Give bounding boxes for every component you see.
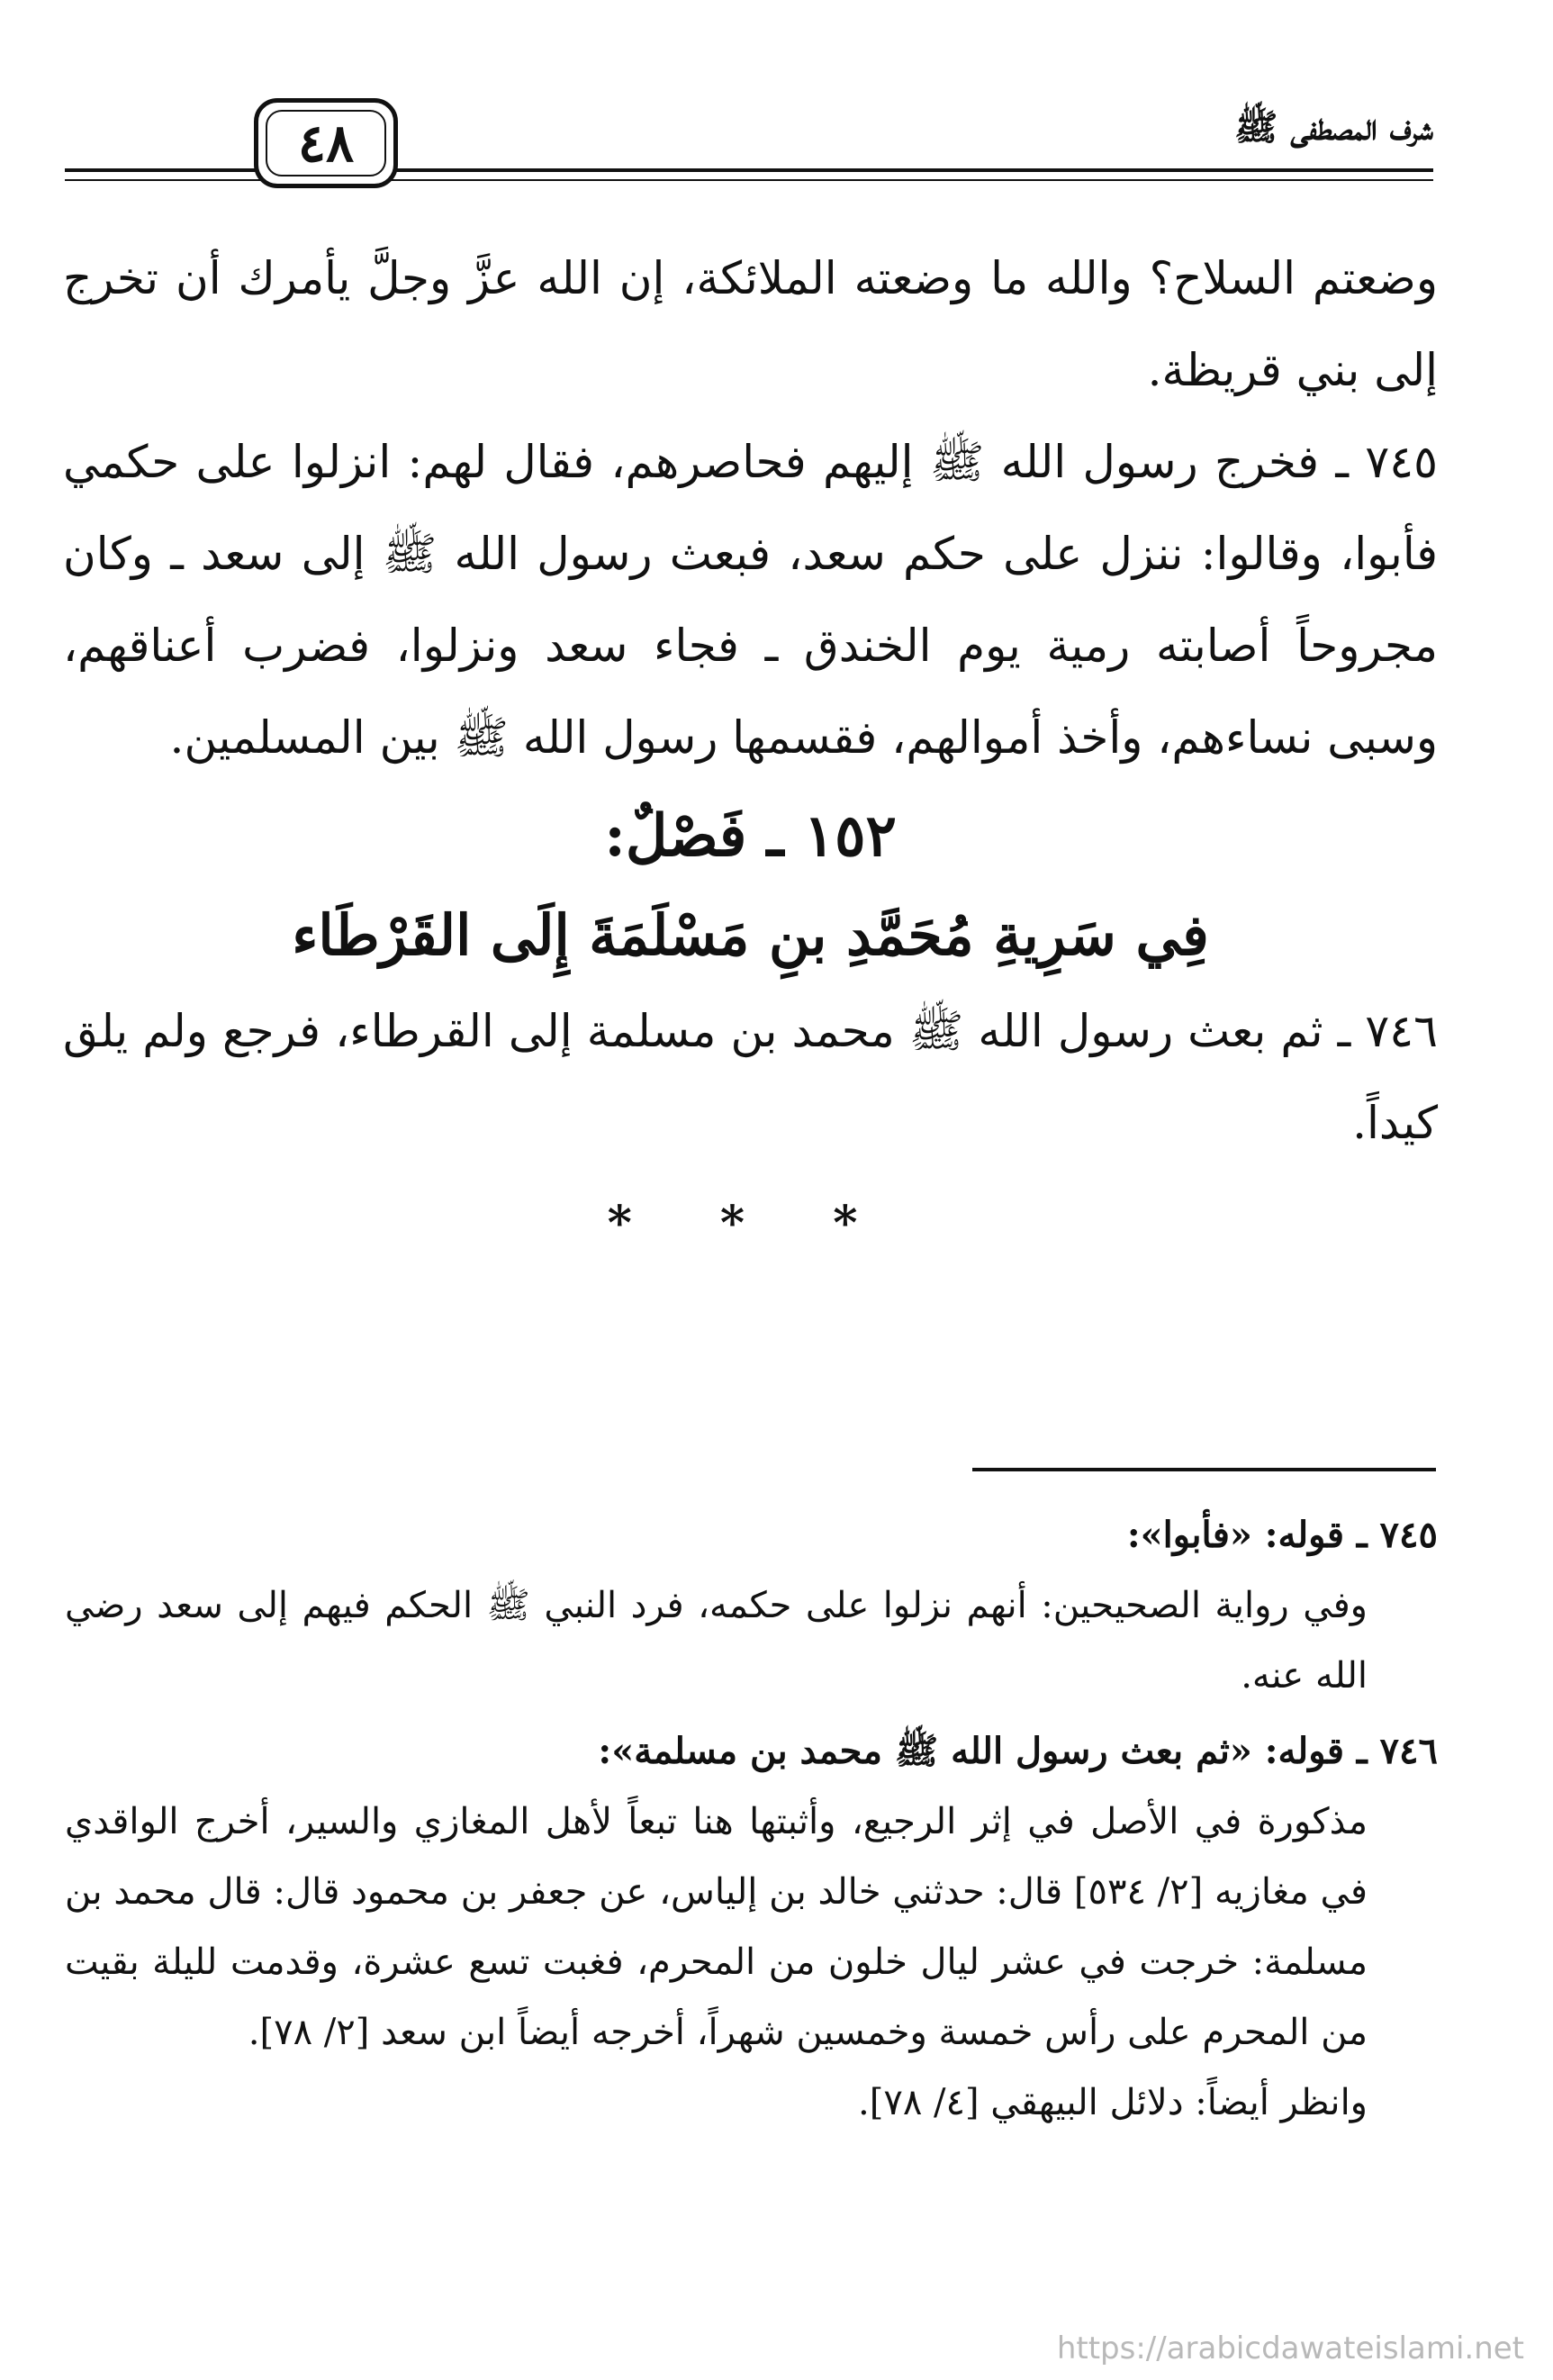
section-separator: * * * bbox=[607, 1196, 894, 1251]
section-title: فِي سَرِيةِ مُحَمَّدِ بنِ مَسْلَمَةَ إِلَى القَرْطَاء bbox=[292, 902, 1209, 968]
footnote-746-reference: وانظر أيضاً: دلائل البيهقي [٤/ ٧٨]. bbox=[858, 2082, 1368, 2123]
footnote-745-heading: ٧٤٥ ـ قوله: «فأبوا»: bbox=[1126, 1514, 1438, 1556]
watermark-url: https://arabicdawateislami.net bbox=[1056, 2330, 1524, 2366]
page-header bbox=[65, 95, 1433, 194]
footnote-745-text: وفي رواية الصحيحين: أنهم نزلوا على حكمه، فرد النبي ﷺ الحكم فيهم إلى سعد رضي الله عنه. bbox=[65, 1585, 1368, 1697]
page-number: ٤٨ bbox=[297, 113, 355, 174]
paragraph-746: ٧٤٦ ـ ثم بعث رسول الله ﷺ محمد بن مسلمة إلى القرطاء، فرجع ولم يلق كيداً. bbox=[63, 1005, 1438, 1149]
footnote-divider bbox=[972, 1468, 1436, 1471]
paragraph-745: ٧٤٥ ـ فخرج رسول الله ﷺ إليهم فحاصرهم، فقال لهم: انزلوا على حكمي فأبوا، وقالوا: ننزل على حكم سعد، فبعث رسول الله ﷺ إلى سعد ـ وكان مجروحاً أصابته رمية يوم الخندق ـ فجاء سعد ونزلوا، فضرب أعناقهم، وسبى نساءهم، وأخذ أموالهم، فقسمها رسول الله ﷺ بين المسلمين. bbox=[63, 436, 1439, 764]
paragraph-continuation: وضعتم السلاح؟ والله ما وضعته الملائكة، إن الله عزَّ وجلَّ يأمرك أن تخرج إلى بني قريظة. bbox=[63, 252, 1438, 396]
footnote-746-text: مذكورة في الأصل في إثر الرجيع، وأثبتها هنا تبعاً لأهل المغازي والسير، أخرج الواقدي في مغازيه [٢/ ٥٣٤] قال: حدثني خالد بن إلياس، عن جعفر بن محمود قال: قال محمد بن مسلمة: خرجت في عشر ليال خلون من المحرم، فغبت تسع عشرة، وقدمت لليلة بقيت من المحرم على رأس خمسة وخمسين شهراً، أخرجه أيضاً ابن سعد [٢/ ٧٨]. bbox=[65, 1801, 1368, 2053]
footnotes bbox=[65, 1495, 1438, 2138]
page-number-frame bbox=[254, 98, 398, 188]
running-title: شرف المصطفى ﷺ bbox=[1234, 106, 1433, 149]
section-heading bbox=[63, 787, 1438, 985]
section-number: ١٥٢ ـ فَصْلٌ: bbox=[604, 802, 897, 870]
main-text bbox=[63, 232, 1438, 1273]
footnote-746-heading: ٧٤٦ ـ قوله: «ثم بعث رسول الله ﷺ محمد بن مسلمة»: bbox=[598, 1730, 1438, 1772]
